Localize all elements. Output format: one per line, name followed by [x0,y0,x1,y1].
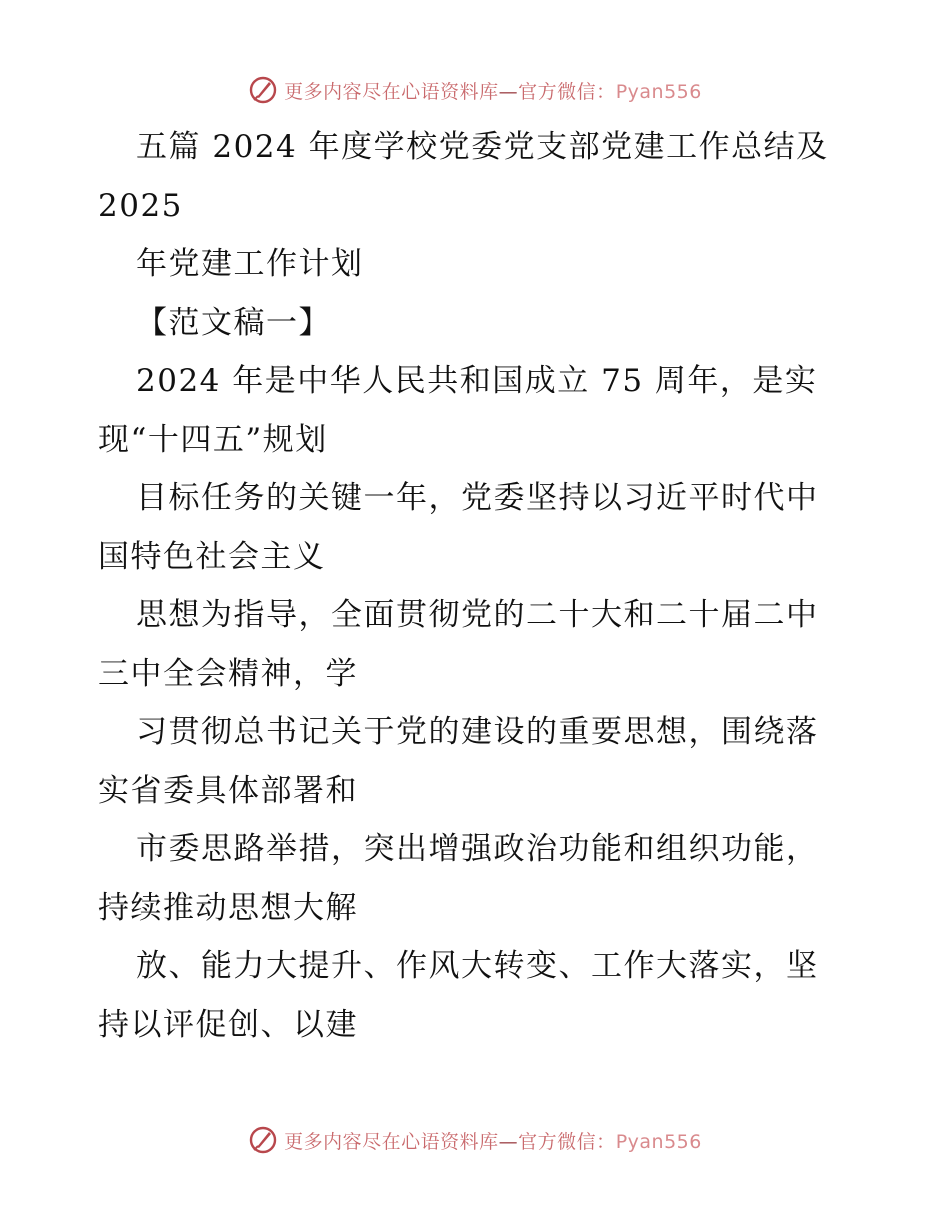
watermark-site-name: 更多内容尽在心语资料库 [284,80,499,103]
header-watermark [0,70,950,110]
title-line-2: 2025 [98,187,183,224]
document-body [98,118,858,1054]
paragraph-line: 目标任务的关键一年，党委坚持以习近平时代中 [136,480,819,516]
paragraph-line: 现“十四五”规划 [98,421,328,458]
paragraph-line: 持续推动思想大解 [98,889,358,926]
paragraph-line: 三中全会精神，学 [98,655,358,692]
quill-circle-icon [248,1125,278,1155]
title-line-1: 五篇 2024 年度学校党委党支部党建工作总结及 [136,129,829,165]
watermark-site-name: 更多内容尽在心语资料库 [284,1130,499,1153]
watermark-text [284,1127,702,1154]
title-line-3: 年党建工作计划 [136,246,364,282]
paragraph-line: 思想为指导，全面贯彻党的二十大和二十届二中 [136,597,819,633]
watermark-wechat-label: 官方微信： [518,1130,616,1153]
paragraph-line: 持以评促创、以建 [98,1006,358,1043]
quill-circle-icon [248,75,278,105]
paragraph-line: 放、能力大提升、作风大转变、工作大落实，坚 [136,948,819,984]
section-heading: 【范文稿一】 [136,304,331,341]
paragraph-line: 市委思路举措，突出增强政治功能和组织功能， [136,831,819,867]
watermark-separator: — [498,1130,519,1153]
watermark-text [284,77,702,104]
paragraph-line: 2024 年是中华人民共和国成立 75 周年，是实 [136,363,818,399]
watermark-wechat-label: 官方微信： [518,80,616,103]
watermark-account: Pyan556 [615,80,702,103]
paragraph-line: 国特色社会主义 [98,538,326,575]
watermark-account: Pyan556 [615,1130,702,1153]
footer-watermark [0,1120,950,1160]
watermark-separator: — [498,80,519,103]
paragraph-line: 实省委具体部署和 [98,772,358,809]
paragraph-line: 习贯彻总书记关于党的建设的重要思想，围绕落 [136,714,819,750]
